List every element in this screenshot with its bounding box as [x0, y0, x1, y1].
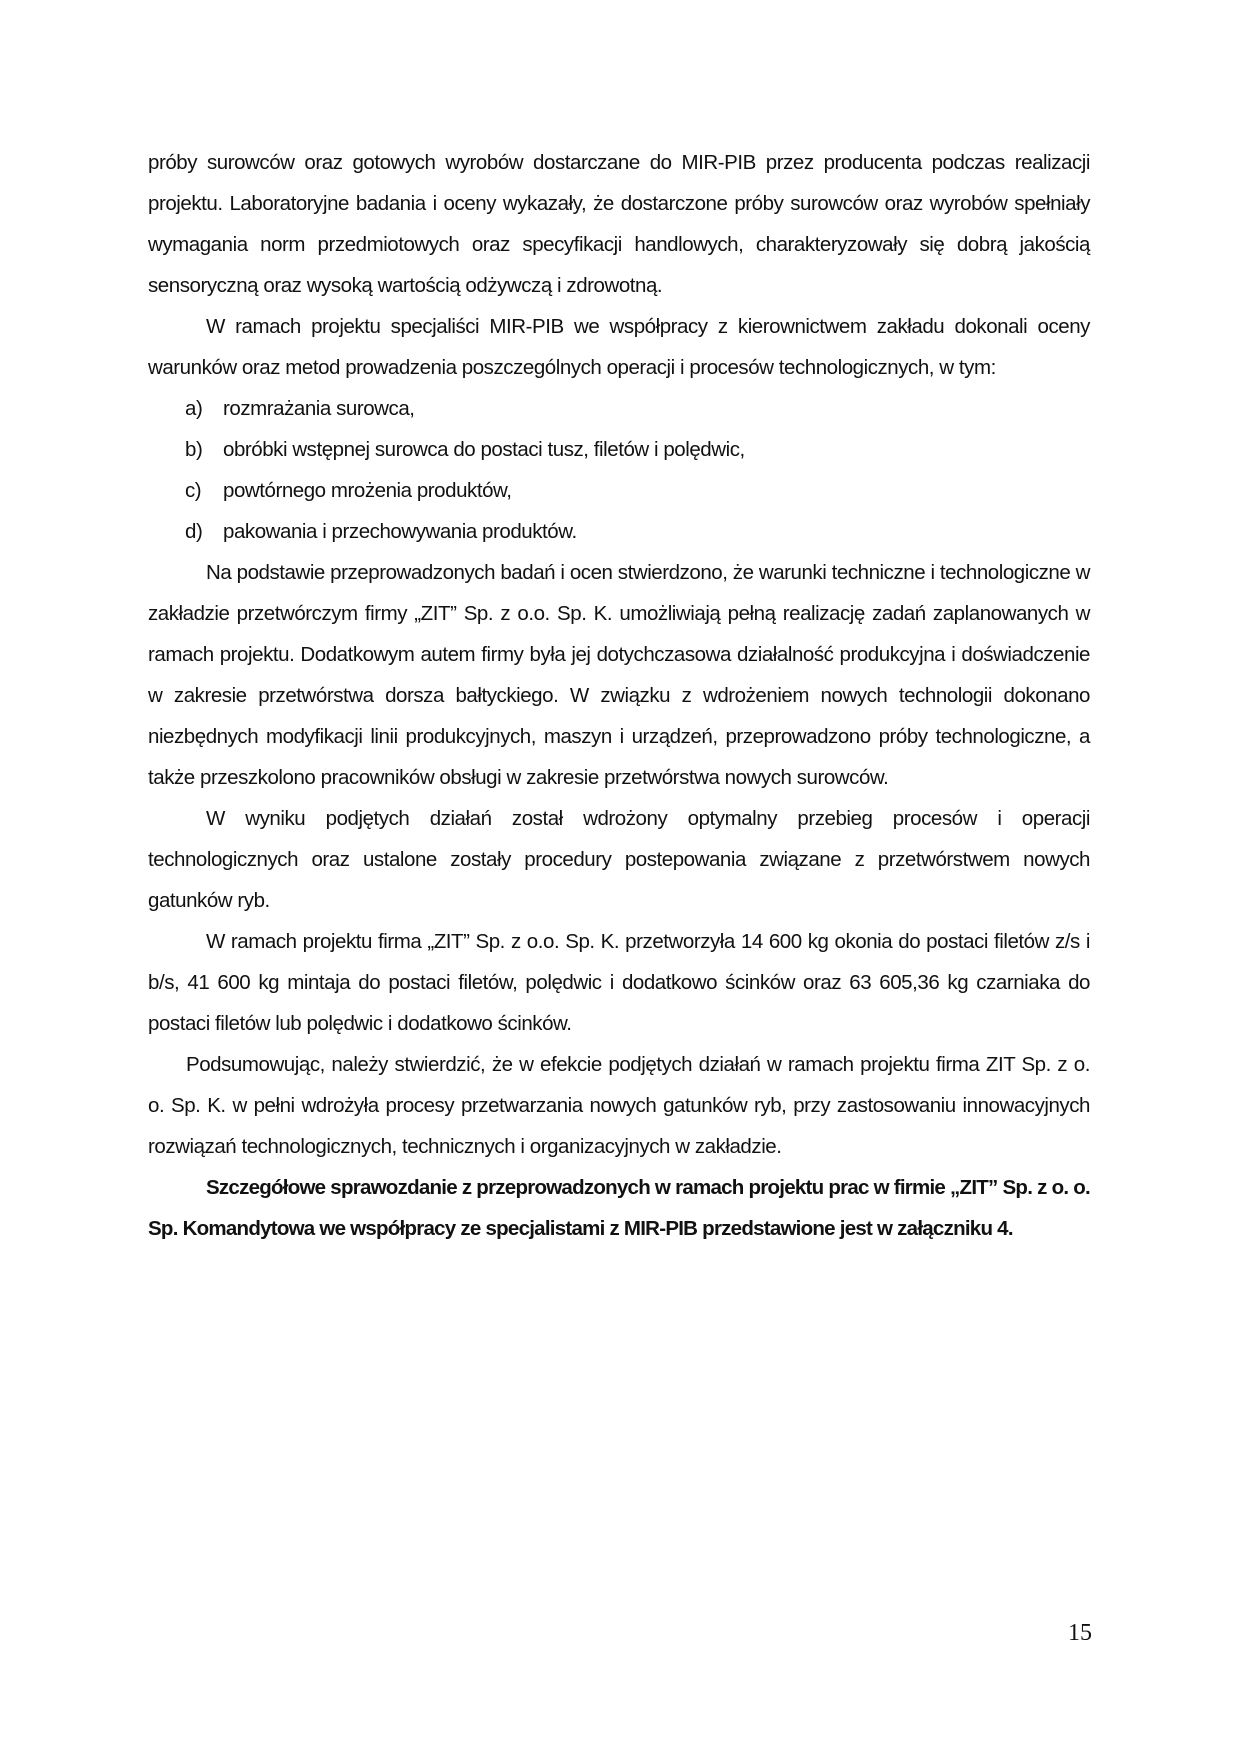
list-item: [148, 511, 1090, 552]
paragraph-attachment-reference: Szczegółowe sprawozdanie z przeprowadzonych w ramach projektu prac w firmie „ZIT” Sp. z o. o. Sp. Komandytowa we współpracy ze specjalistami z MIR-PIB przedstawione jest w załączniku 4.: [148, 1176, 1090, 1240]
list-item-text: powtórnego mrożenia produktów,: [223, 479, 512, 502]
paragraph-summary: Podsumowując, należy stwierdzić, że w efekcie podjętych działań w ramach projektu firma ZIT Sp. z o. o. Sp. K. w pełni wdrożyła procesy przetwarzania nowych gatunków ryb, przy zastosowaniu innowacyjnych rozwiązań technologicznych, technicznych i organizacyjnych w zakładzie.: [148, 1053, 1090, 1158]
list-marker: d): [185, 520, 203, 543]
document-page: [148, 142, 1090, 1249]
list-item: [148, 429, 1090, 470]
paragraph-technical-conditions: Na podstawie przeprowadzonych badań i ocen stwierdzono, że warunki techniczne i technologiczne w zakładzie przetwórczym firmy „ZIT” Sp. z o.o. Sp. K. umożliwiają pełną realizację zadań zaplanowanych w ramach projektu. Dodatkowym autem firmy była jej dotychczasowa działalność produkcyjna i doświadczenie w zakresie przetwórstwa dorsza bałtyckiego. W związku z wdrożeniem nowych technologii dokonano niezbędnych modyfikacji linii produkcyjnych, maszyn i urządzeń, przeprowadzono próby technologiczne, a także przeszkolono pracowników obsługi w zakresie przetwórstwa nowych surowców.: [148, 561, 1090, 789]
list-marker: b): [185, 438, 203, 461]
list-item-text: obróbki wstępnej surowca do postaci tusz, filetów i polędwic,: [223, 438, 745, 461]
page-number: 15: [1068, 1620, 1092, 1646]
list-item: [148, 470, 1090, 511]
list-item-text: rozmrażania surowca,: [223, 397, 415, 420]
paragraph-processed-quantities: W ramach projektu firma „ZIT” Sp. z o.o. Sp. K. przetworzyła 14 600 kg okonia do postaci filetów z/s i b/s, 41 600 kg mintaja do postaci filetów, polędwic i dodatkowo ścinków oraz 63 605,36 kg czarniaka do postaci filetów lub polędwic i dodatkowo ścinków.: [148, 930, 1090, 1035]
list-item: [148, 388, 1090, 429]
paragraph-optimal-process: W wyniku podjętych działań został wdrożony optymalny przebieg procesów i operacji technologicznych oraz ustalone zostały procedury postepowania związane z przetwórstwem nowych gatunków ryb.: [148, 807, 1090, 912]
process-list: [148, 388, 1090, 552]
list-item-text: pakowania i przechowywania produktów.: [223, 520, 577, 543]
paragraph-samples-results: próby surowców oraz gotowych wyrobów dostarczane do MIR-PIB przez producenta podczas realizacji projektu. Laboratoryjne badania i oceny wykazały, że dostarczone próby surowców oraz wyrobów spełniały wymagania norm przedmiotowych oraz specyfikacji handlowych, charakteryzowały się dobrą jakością sensoryczną oraz wysoką wartością odżywczą i zdrowotną.: [148, 151, 1090, 297]
list-marker: a): [185, 397, 203, 420]
list-marker: c): [185, 479, 202, 502]
paragraph-process-evaluation-intro: W ramach projektu specjaliści MIR-PIB we współpracy z kierownictwem zakładu dokonali oceny warunków oraz metod prowadzenia poszczególnych operacji i procesów technologicznych, w tym:: [148, 315, 1090, 379]
